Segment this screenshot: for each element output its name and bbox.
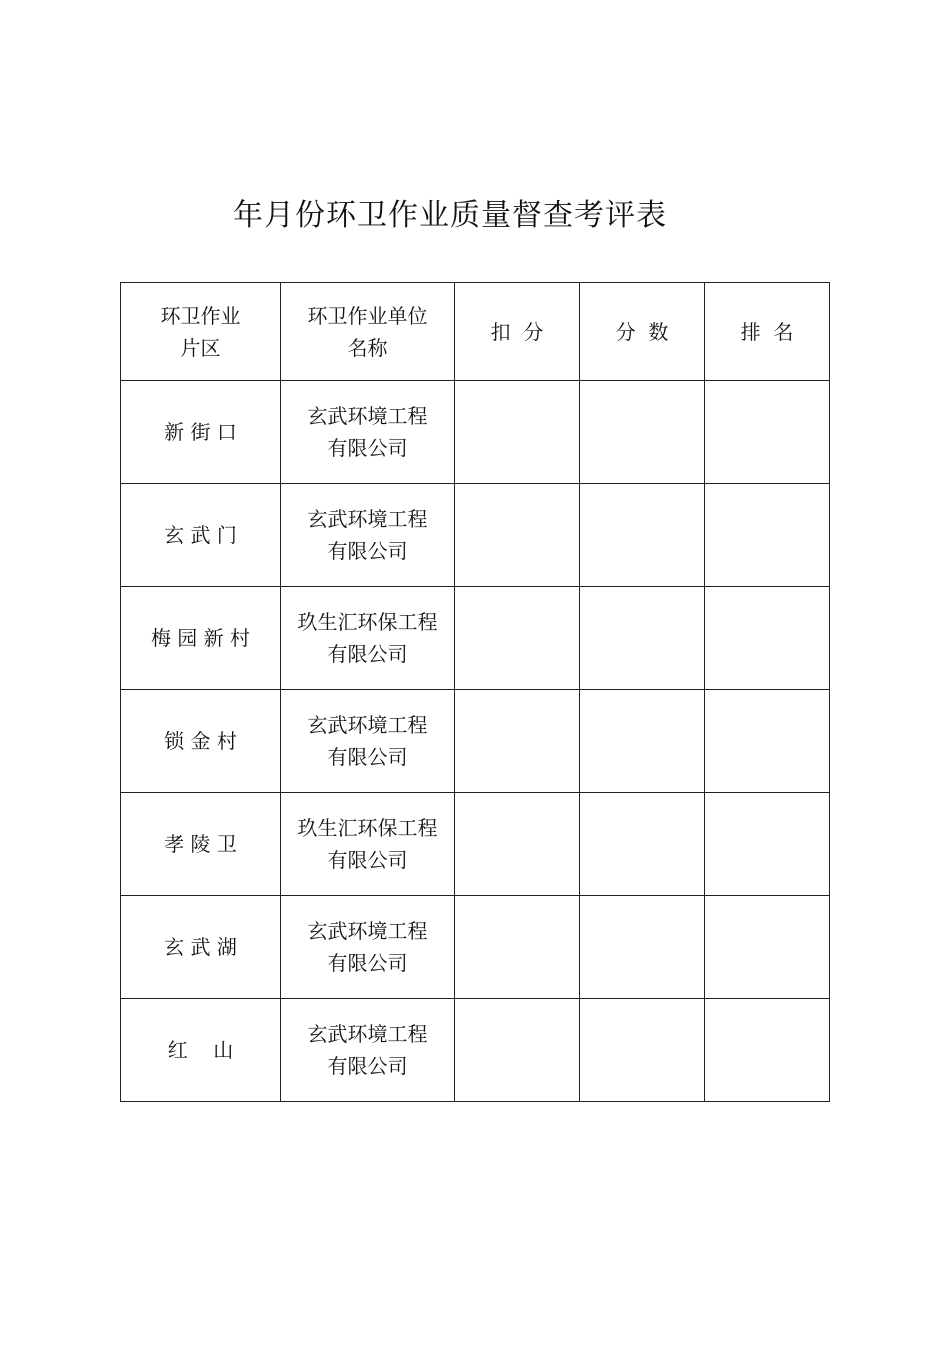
area-cell: 玄 武 湖 (121, 896, 281, 999)
table-row (121, 587, 830, 690)
score-cell[interactable] (580, 690, 705, 793)
rank-cell[interactable] (705, 999, 830, 1102)
deduction-cell[interactable] (455, 793, 580, 896)
deduction-cell[interactable] (455, 896, 580, 999)
unit-cell (281, 793, 455, 896)
header-unit-line-1: 环卫作业单位 (307, 303, 428, 328)
unit-line-1: 玄武环境工程 (307, 1022, 428, 1046)
unit-line-1: 玄武环境工程 (307, 713, 428, 737)
score-cell[interactable] (580, 896, 705, 999)
unit-line-2: 有限公司 (327, 745, 408, 769)
score-cell[interactable] (580, 999, 705, 1102)
score-cell[interactable] (580, 484, 705, 587)
area-cell: 孝 陵 卫 (121, 793, 281, 896)
header-score: 分 数 (580, 283, 705, 381)
area-cell: 梅 园 新 村 (121, 587, 281, 690)
unit-cell (281, 587, 455, 690)
unit-line-2: 有限公司 (327, 436, 408, 460)
evaluation-table (120, 282, 830, 1102)
area-cell: 锁 金 村 (121, 690, 281, 793)
header-area (121, 283, 281, 381)
unit-cell (281, 999, 455, 1102)
area-cell: 红 山 (121, 999, 281, 1102)
unit-cell (281, 484, 455, 587)
rank-cell[interactable] (705, 793, 830, 896)
header-area-line-1: 环卫作业 (160, 303, 241, 328)
deduction-cell[interactable] (455, 587, 580, 690)
rank-cell[interactable] (705, 896, 830, 999)
deduction-cell[interactable] (455, 999, 580, 1102)
header-row (121, 283, 830, 381)
unit-line-1: 玄武环境工程 (307, 507, 428, 531)
rank-cell[interactable] (705, 484, 830, 587)
rank-cell[interactable] (705, 690, 830, 793)
unit-line-1: 玖生汇环保工程 (297, 610, 438, 634)
header-area-line-2: 片区 (180, 335, 221, 360)
table-row (121, 484, 830, 587)
area-cell: 玄 武 门 (121, 484, 281, 587)
unit-cell (281, 381, 455, 484)
deduction-cell[interactable] (455, 484, 580, 587)
unit-line-1: 玄武环境工程 (307, 404, 428, 428)
unit-line-2: 有限公司 (327, 951, 408, 975)
table-row (121, 999, 830, 1102)
table-row (121, 793, 830, 896)
unit-line-2: 有限公司 (327, 539, 408, 563)
unit-cell (281, 690, 455, 793)
unit-line-1: 玖生汇环保工程 (297, 816, 438, 840)
unit-line-2: 有限公司 (327, 1054, 408, 1078)
area-cell: 新 街 口 (121, 381, 281, 484)
rank-cell[interactable] (705, 587, 830, 690)
score-cell[interactable] (580, 793, 705, 896)
table-row (121, 896, 830, 999)
score-cell[interactable] (580, 381, 705, 484)
score-cell[interactable] (580, 587, 705, 690)
header-deduction: 扣 分 (455, 283, 580, 381)
unit-cell (281, 896, 455, 999)
table-row (121, 690, 830, 793)
rank-cell[interactable] (705, 381, 830, 484)
header-unit (281, 283, 455, 381)
deduction-cell[interactable] (455, 690, 580, 793)
deduction-cell[interactable] (455, 381, 580, 484)
header-rank: 排 名 (705, 283, 830, 381)
header-unit-line-2: 名称 (347, 335, 388, 360)
unit-line-1: 玄武环境工程 (307, 919, 428, 943)
page-title: 年月份环卫作业质量督查考评表 (233, 198, 667, 233)
table-row (121, 381, 830, 484)
unit-line-2: 有限公司 (327, 642, 408, 666)
unit-line-2: 有限公司 (327, 848, 408, 872)
